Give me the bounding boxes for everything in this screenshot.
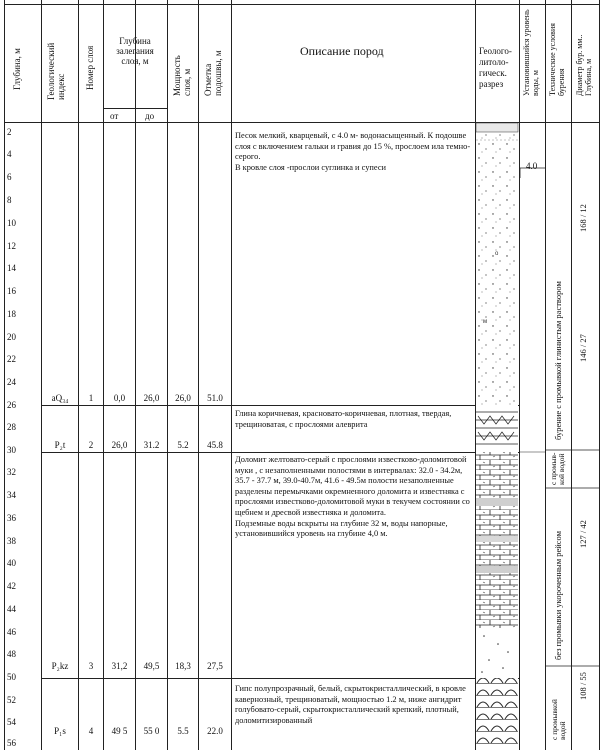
depth-tick-label: 8 xyxy=(7,195,12,205)
header-layer-number: Номер слоя xyxy=(85,45,95,90)
depth-tick-label: 12 xyxy=(7,241,16,251)
water-level-value: 4.0 xyxy=(526,161,538,171)
layer-4-to: 55 0 xyxy=(143,726,160,736)
drilling-interval-2: с промыв-кой водой xyxy=(549,452,566,485)
layer-2-number: 2 xyxy=(88,440,94,450)
depth-tick-label: 34 xyxy=(7,490,16,500)
depth-tick-label: 38 xyxy=(7,536,16,546)
diameter-1: 168 / 12 xyxy=(578,204,588,232)
layer-3-description: Доломит желтовато-серый с прослоями известково-доломитовой муки , с незаполненными полостями в интервалах: 32.0 - 34.2м, 35.7 - 37.7 м, 39.0-40.7м, 41.6 - 49.5м полости незаполненные разделены перемычками окремненного доломита и известняка с прослоями известково-доломитовой муки в текучем состоянии со щебнем и дресвой известняка и доломита. Подземные воды вскрыты на глубине 32 м, воды напорные, установившийся уровень на глубине 4,0 м. xyxy=(235,455,470,539)
depth-tick-label: 10 xyxy=(7,218,16,228)
layer-3-index: P₂kz xyxy=(51,661,69,671)
depth-tick-label: 6 xyxy=(7,172,12,182)
header-drilling-conditions: Технические условия бурения xyxy=(548,23,566,96)
header-thickness: Мощность слоя, м xyxy=(172,55,192,96)
header-from: от xyxy=(110,111,119,121)
layer-4-description: Гипс полупрозрачный, белый, скрытокристаллический, в кровле кавернозный, трещиноватый, мощностью 1.2 м, ниже ангидрит голубовато-серый, скрытокристаллический крепкий, плотный, доломитизированный xyxy=(235,684,466,725)
header-bottom-mark: Отметка подошвы, м xyxy=(203,50,223,96)
depth-tick-label: 40 xyxy=(7,558,16,568)
depth-tick-label: 44 xyxy=(7,604,16,614)
layer-2-to: 31.2 xyxy=(143,440,160,450)
layer-1-to: 26,0 xyxy=(143,393,160,403)
layer-1-number: 1 xyxy=(88,393,94,403)
layer-1-bottom-mark: 51.0 xyxy=(207,393,223,403)
layer-3-from: 31,2 xyxy=(111,661,128,671)
layer-3-thickness: 18,3 xyxy=(175,661,191,671)
layer-1-thickness: 26,0 xyxy=(175,393,191,403)
header-depth: Глубина, м xyxy=(12,48,22,90)
depth-tick-label: 26 xyxy=(7,400,16,410)
header-water-level: Установившийся уровень воды, м xyxy=(522,9,540,96)
layer-2-index: P₂t xyxy=(54,440,66,450)
layer-1-from: 0,0 xyxy=(113,393,126,403)
diameter-3: 127 / 42 xyxy=(578,520,588,548)
depth-tick-label: 16 xyxy=(7,286,16,296)
layer-3-to: 49,5 xyxy=(143,661,160,671)
header-description: Описание пород xyxy=(300,44,384,58)
depth-tick-label: 50 xyxy=(7,672,16,682)
layer-2-bottom-mark: 45.8 xyxy=(207,440,223,450)
layer-4-bottom-mark: 22.0 xyxy=(207,726,223,736)
header-to: до xyxy=(145,111,155,121)
depth-tick-label: 14 xyxy=(7,263,16,273)
depth-tick-label: 24 xyxy=(7,377,16,387)
layer-4-number: 4 xyxy=(88,726,94,736)
depth-tick-label: 30 xyxy=(7,445,16,455)
layer-2-thickness: 5.2 xyxy=(177,440,189,450)
depth-tick-label: 4 xyxy=(7,149,12,159)
depth-tick-label: 18 xyxy=(7,309,16,319)
layer-3-bottom-mark: 27,5 xyxy=(207,661,223,671)
depth-tick-label: 20 xyxy=(7,332,16,342)
depth-tick-label: 46 xyxy=(7,627,16,637)
layer-4-from: 49 5 xyxy=(111,726,128,736)
layer-2-from: 26,0 xyxy=(111,440,128,450)
header-bedding-depth: Глубина залегания слоя, м xyxy=(116,36,154,66)
lithology-gypsum xyxy=(476,678,518,746)
depth-tick-label: 54 xyxy=(7,717,16,727)
drilling-interval-3: без промывки укороченным рейсом xyxy=(553,530,563,660)
layer-3-number: 3 xyxy=(88,661,94,671)
layer-2-description: Глина коричневая, красновато-коричневая, плотная, твердая, трещиноватая, с прослоями алеврита xyxy=(235,409,452,429)
depth-tick-label: 48 xyxy=(7,649,16,659)
layer-4-index: P₁s xyxy=(54,726,66,736)
svg-text:м: м xyxy=(483,319,488,325)
lithology-sand xyxy=(476,123,518,405)
depth-tick-label: 22 xyxy=(7,354,16,364)
depth-tick-label: 2 xyxy=(7,127,12,137)
depth-tick-label: 56 xyxy=(7,738,16,748)
depth-tick-label: 28 xyxy=(7,422,16,432)
layer-1-description: Песок мелкий, кварцевый, с 4.0 м- водонасыщенный. К подошве слоя с включением гальки и гравия до 15 %, прослоем ила темно-серого. В кровле слоя -прослои суглинка и супеси xyxy=(235,131,471,172)
diameter-2: 146 / 27 xyxy=(578,334,588,362)
drilling-interval-4: с промывкой водой xyxy=(550,699,567,740)
header-diameter: Диаметр бур. мм.. Глубина, м xyxy=(575,34,593,96)
header-section: Геолого- литоло- гическ. разрез xyxy=(479,46,512,89)
depth-tick-label: 42 xyxy=(7,581,16,591)
diameter-4: 108 / 55 xyxy=(578,672,588,700)
layer-1-index: aQ₃₄ xyxy=(51,393,69,403)
svg-text:o: o xyxy=(495,251,499,257)
header-geo-index: Геологический индекс xyxy=(46,42,66,100)
layer-4-thickness: 5.5 xyxy=(177,726,189,736)
depth-tick-label: 36 xyxy=(7,513,16,523)
lithology-clay xyxy=(476,405,518,452)
depth-tick-label: 52 xyxy=(7,695,16,705)
drilling-interval-1: бурение с промывкой глинистым раствором xyxy=(553,281,563,440)
depth-tick-label: 32 xyxy=(7,467,16,477)
